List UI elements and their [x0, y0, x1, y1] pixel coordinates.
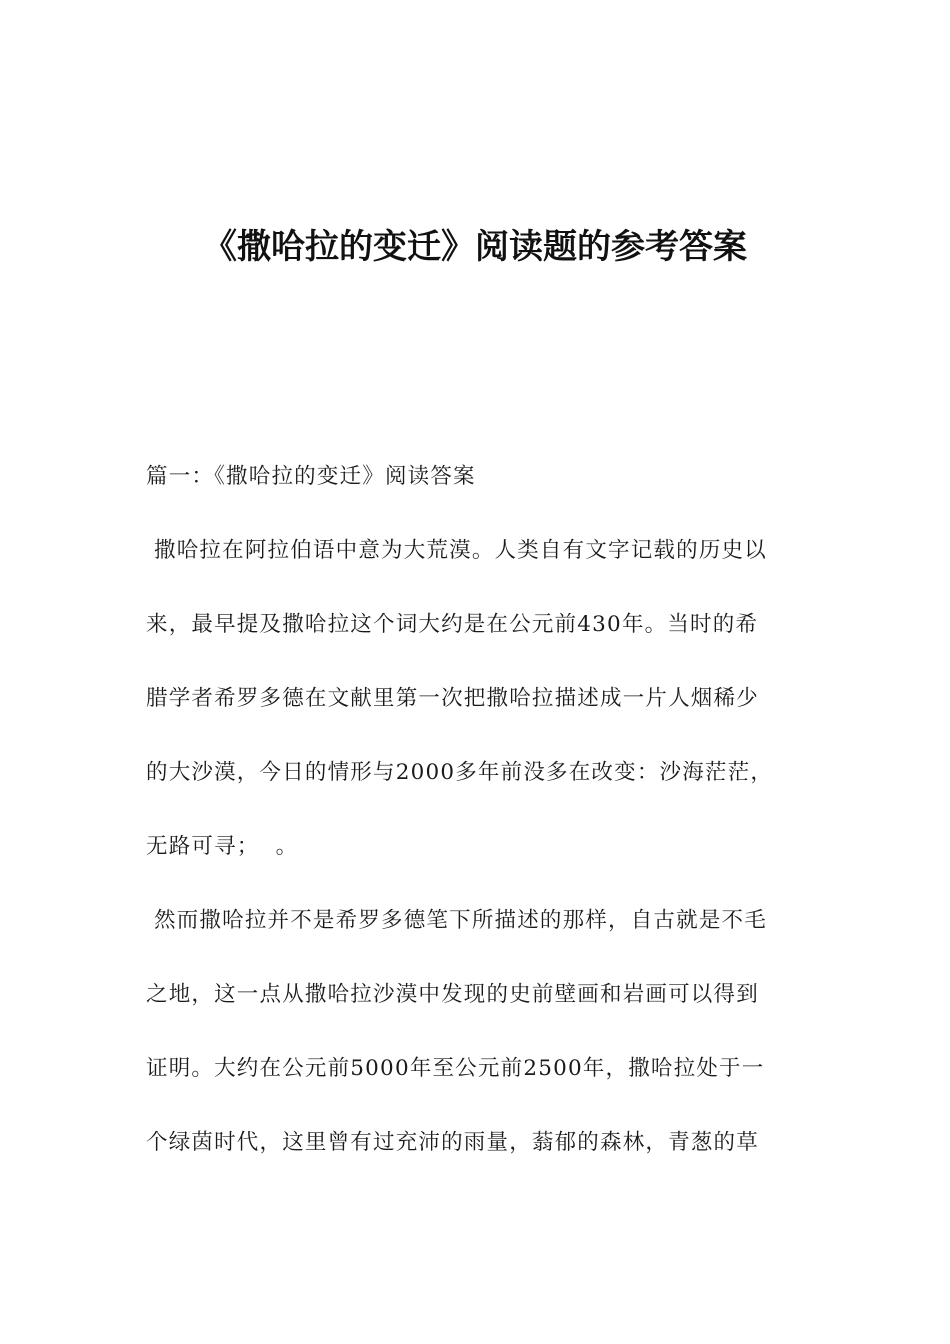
body-line: 的大沙漠，今日的情形与2000多年前没多在改变：沙海茫茫， [146, 760, 774, 785]
body-line: 来，最早提及撒哈拉这个词大约是在公元前430年。当时的希 [146, 612, 759, 637]
body-line: 之地，这一点从撒哈拉沙漠中发现的史前壁画和岩画可以得到 [146, 982, 759, 1007]
body-line: 腊学者希罗多德在文献里第一次把撒哈拉描述成一片人烟稀少 [146, 686, 759, 711]
body-line: 证明。大约在公元前5000年至公元前2500年，撒哈拉处于一 [146, 1056, 765, 1081]
section-heading: 篇一：《撒哈拉的变迁》阅读答案 [146, 464, 476, 489]
document-title: 《撒哈拉的变迁》阅读题的参考答案 [203, 227, 747, 267]
body-line: 然而撒哈拉并不是希罗多德笔下所描述的那样，自古就是不毛 [146, 908, 767, 933]
body-line: 无路可寻； 。 [146, 834, 299, 859]
body-line: 撒哈拉在阿拉伯语中意为大荒漠。人类自有文字记载的历史以 [146, 538, 767, 563]
body-line: 个绿茵时代，这里曾有过充沛的雨量，蓊郁的森林，青葱的草 [146, 1130, 759, 1155]
document-body [146, 440, 808, 1180]
